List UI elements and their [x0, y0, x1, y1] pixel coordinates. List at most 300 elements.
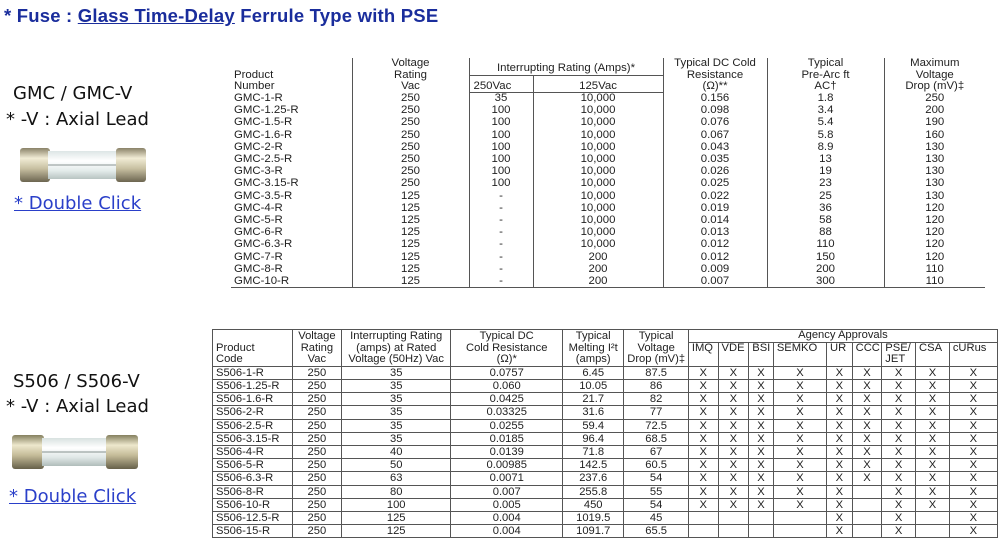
table-row — [231, 190, 985, 202]
table-cell: 250 — [292, 525, 341, 538]
table-cell: GMC-2-R — [234, 141, 283, 153]
col-header-voltage-drop: Typical Voltage Drop (mV)‡ — [624, 330, 688, 367]
approval-cell: X — [718, 366, 749, 379]
table-cell: 0.025 — [663, 178, 767, 190]
approval-cell: X — [827, 512, 853, 525]
agency-header: BSI — [749, 342, 774, 366]
table-cell: 150 — [767, 251, 884, 263]
table-cell: 10,000 — [533, 105, 663, 117]
table-cell: 0.043 — [663, 142, 767, 154]
table-cell: 0.03325 — [451, 406, 563, 419]
table-cell: S506-5-R — [213, 459, 293, 472]
approval-cell: X — [827, 459, 853, 472]
table-cell: 125 — [352, 202, 469, 214]
table-cell: S506-2.5-R — [213, 419, 293, 432]
approval-cell: X — [773, 459, 826, 472]
table-cell: 250 — [292, 366, 341, 379]
table-cell: S506-4-R — [213, 446, 293, 459]
gmc-double-click-link[interactable]: * Double Click — [14, 193, 142, 214]
approval-cell: X — [949, 512, 997, 525]
approval-cell: X — [852, 419, 882, 432]
approval-cell: X — [749, 419, 774, 432]
approval-cell: X — [773, 379, 826, 392]
approval-cell: X — [949, 472, 997, 485]
table-cell: 125 — [352, 227, 469, 239]
table-cell: 100 — [469, 166, 533, 178]
approval-cell: X — [949, 366, 997, 379]
table-cell: 125 — [341, 512, 451, 525]
approval-cell: X — [852, 406, 882, 419]
table-cell: S506-6.3-R — [213, 472, 293, 485]
approval-cell: X — [949, 379, 997, 392]
approval-cell — [773, 512, 826, 525]
table-cell: 35 — [341, 366, 451, 379]
table-cell: 250 — [352, 105, 469, 117]
table-row — [231, 105, 985, 117]
approval-cell: X — [718, 379, 749, 392]
table-cell: 0.019 — [663, 202, 767, 214]
table-cell: 3.4 — [767, 105, 884, 117]
table-cell: 1.8 — [767, 93, 884, 105]
table-cell: 100 — [469, 105, 533, 117]
table-cell: 35 — [341, 393, 451, 406]
approval-cell: X — [827, 432, 853, 445]
table-cell: 120 — [884, 202, 985, 214]
table-cell: GMC-8-R — [234, 263, 283, 275]
approval-cell: X — [718, 393, 749, 406]
table-cell: GMC-5-R — [234, 214, 283, 226]
table-cell: S506-10-R — [213, 498, 293, 511]
table-cell: GMC-2.5-R — [234, 153, 293, 166]
table-cell: 0.0139 — [451, 446, 563, 459]
table-cell: 71.8 — [563, 446, 624, 459]
table-cell: 21.7 — [563, 393, 624, 406]
approval-cell: X — [882, 379, 916, 392]
approval-cell — [916, 525, 950, 538]
table-cell: 142.5 — [563, 459, 624, 472]
table-cell: 250 — [352, 117, 469, 129]
approval-cell — [852, 498, 882, 511]
approval-cell: X — [773, 419, 826, 432]
table-cell: 110 — [767, 239, 884, 251]
table-cell: 96.4 — [563, 432, 624, 445]
approval-cell: X — [852, 366, 882, 379]
table-cell: 100 — [341, 498, 451, 511]
approval-cell: X — [852, 446, 882, 459]
table-cell: 130 — [884, 178, 985, 190]
approval-cell — [852, 525, 882, 538]
table-row — [231, 166, 985, 178]
col-header-voltage-rating: Voltage Rating Vac — [352, 58, 469, 93]
table-cell: 250 — [352, 93, 469, 105]
agency-header: VDE — [718, 342, 749, 366]
approval-cell: X — [916, 498, 950, 511]
approval-cell: X — [718, 406, 749, 419]
approval-cell: X — [882, 432, 916, 445]
table-cell: 23 — [767, 178, 884, 190]
table-cell: - — [469, 239, 533, 251]
approval-cell: X — [773, 498, 826, 511]
approval-cell: X — [852, 459, 882, 472]
col-header-125vac: 125Vac — [533, 75, 663, 93]
approval-cell: X — [882, 525, 916, 538]
table-cell: 450 — [563, 498, 624, 511]
approval-cell: X — [949, 485, 997, 498]
agency-header: SEMKO — [773, 342, 826, 366]
table-cell: GMC-10-R — [231, 276, 352, 288]
table-cell: 0.022 — [663, 190, 767, 202]
table-cell: 250 — [352, 154, 469, 166]
table-row — [213, 485, 998, 498]
table-cell: - — [469, 227, 533, 239]
table-cell: 19 — [767, 166, 884, 178]
table-cell: 10.05 — [563, 379, 624, 392]
table-cell: 200 — [533, 263, 663, 275]
col-header-product-number: Product Number — [234, 68, 275, 93]
col-header-dc-cold-resistance: Typical DC Cold Resistance (Ω)** — [663, 58, 767, 93]
approval-cell — [718, 512, 749, 525]
approval-cell: X — [827, 498, 853, 511]
table-cell: 10,000 — [533, 239, 663, 251]
approval-cell: X — [882, 485, 916, 498]
table-cell: 0.0185 — [451, 432, 563, 445]
table-cell: 10,000 — [533, 129, 663, 141]
table-cell: S506-12.5-R — [213, 512, 293, 525]
table-cell: 0.0071 — [451, 472, 563, 485]
table-cell: 54 — [624, 498, 688, 511]
table-cell: 250 — [884, 93, 985, 105]
table-cell: 250 — [292, 432, 341, 445]
table-cell: 0.060 — [451, 379, 563, 392]
approval-cell: X — [688, 446, 718, 459]
table-cell: 86 — [624, 379, 688, 392]
table-cell: 300 — [767, 276, 884, 288]
table-row — [231, 263, 985, 275]
approval-cell: X — [916, 485, 950, 498]
agency-header: PSE/ JET — [882, 342, 916, 366]
approval-cell: X — [749, 393, 774, 406]
table-cell: 10,000 — [533, 166, 663, 178]
table-row — [231, 142, 985, 154]
table-cell: GMC-3.15-R — [234, 178, 299, 190]
table-cell: 35 — [341, 406, 451, 419]
approval-cell: X — [949, 446, 997, 459]
approval-cell: X — [773, 485, 826, 498]
s506-product-name: S506 / S506-V — [13, 371, 140, 392]
table-cell: 55 — [624, 485, 688, 498]
table-cell: 60.5 — [624, 459, 688, 472]
approval-cell: X — [882, 459, 916, 472]
table-cell: - — [469, 202, 533, 214]
table-cell: 250 — [292, 446, 341, 459]
table-cell: S506-2-R — [213, 406, 293, 419]
table-cell: 0.098 — [663, 105, 767, 117]
table-cell: GMC-1-R — [234, 92, 283, 105]
table-cell: 0.005 — [451, 498, 563, 511]
table-row — [213, 525, 998, 538]
table-cell: GMC-1.5-R — [234, 117, 293, 129]
table-cell: 237.6 — [563, 472, 624, 485]
approval-cell: X — [773, 406, 826, 419]
table-cell: 250 — [352, 142, 469, 154]
table-cell: 250 — [292, 512, 341, 525]
approval-cell: X — [773, 393, 826, 406]
approval-cell: X — [916, 406, 950, 419]
table-cell: 0.013 — [663, 227, 767, 239]
table-cell: 1091.7 — [563, 525, 624, 538]
approval-cell: X — [773, 472, 826, 485]
table-cell: 0.014 — [663, 215, 767, 227]
table-cell: 100 — [469, 154, 533, 166]
table-cell: 0.004 — [451, 525, 563, 538]
table-cell: 10,000 — [533, 93, 663, 105]
approval-cell: X — [949, 419, 997, 432]
gmc-axial-note: * -V : Axial Lead — [6, 109, 149, 130]
approval-cell: X — [949, 406, 997, 419]
table-cell: GMC-6-R — [234, 226, 283, 239]
approval-cell: X — [749, 485, 774, 498]
table-cell: 125 — [352, 190, 469, 202]
table-cell: 45 — [624, 512, 688, 525]
table-cell: 100 — [469, 129, 533, 141]
approval-cell: X — [827, 472, 853, 485]
approval-cell: X — [949, 432, 997, 445]
table-cell: 100 — [469, 117, 533, 129]
approval-cell: X — [718, 472, 749, 485]
table-cell: 10,000 — [533, 154, 663, 166]
s506-double-click-link[interactable]: * Double Click — [9, 486, 137, 507]
table-row — [213, 432, 998, 445]
approval-cell: X — [916, 459, 950, 472]
approval-cell: X — [688, 406, 718, 419]
table-cell: GMC-3-R — [234, 165, 283, 178]
approval-cell — [718, 525, 749, 538]
table-cell: 200 — [533, 251, 663, 263]
table-cell: 200 — [533, 276, 663, 288]
table-cell: GMC-6.3-R — [234, 239, 293, 251]
table-cell: 125 — [341, 525, 451, 538]
table-cell: 200 — [884, 105, 985, 117]
table-cell: 200 — [767, 263, 884, 275]
table-cell: S506-1.25-R — [213, 379, 293, 392]
table-row — [231, 227, 985, 239]
table-cell: S506-3.15-R — [213, 432, 293, 445]
approval-cell: X — [827, 366, 853, 379]
approval-cell: X — [882, 393, 916, 406]
approval-cell: X — [852, 472, 882, 485]
table-cell: 35 — [341, 379, 451, 392]
col-header-dc-cold-resistance: Typical DC Cold Resistance (Ω)* — [451, 330, 563, 367]
table-cell: 25 — [767, 190, 884, 202]
approval-cell: X — [916, 446, 950, 459]
table-row — [213, 406, 998, 419]
table-row — [231, 117, 985, 129]
table-cell: 120 — [884, 227, 985, 239]
s506-spec-table — [212, 329, 998, 538]
table-cell: 31.6 — [563, 406, 624, 419]
approval-cell: X — [749, 406, 774, 419]
table-cell: 58 — [767, 215, 884, 227]
table-row — [231, 202, 985, 214]
table-cell: 80 — [341, 485, 451, 498]
approval-cell: X — [827, 446, 853, 459]
table-cell: 250 — [292, 379, 341, 392]
table-cell: 125 — [352, 239, 469, 251]
table-cell: 72.5 — [624, 419, 688, 432]
s506-axial-note: * -V : Axial Lead — [6, 396, 149, 417]
approval-cell: X — [852, 379, 882, 392]
table-cell: - — [469, 215, 533, 227]
table-cell: 0.012 — [663, 239, 767, 251]
table-cell: - — [469, 276, 533, 288]
approval-cell: X — [718, 432, 749, 445]
table-row — [231, 178, 985, 190]
table-cell: 63 — [341, 472, 451, 485]
glass-time-delay-link[interactable]: Glass Time-Delay — [77, 5, 235, 26]
table-cell: 10,000 — [533, 215, 663, 227]
approval-cell: X — [749, 366, 774, 379]
approval-cell: X — [688, 419, 718, 432]
table-cell: 100 — [469, 142, 533, 154]
table-cell: 0.007 — [451, 485, 563, 498]
approval-cell: X — [688, 472, 718, 485]
table-cell: 130 — [884, 166, 985, 178]
col-header-pre-arc: Typical Pre-Arc ft AC† — [767, 58, 884, 93]
title-prefix: * Fuse : — [4, 5, 78, 26]
table-cell: S506-15-R — [213, 525, 293, 538]
table-cell: GMC-3.5-R — [234, 190, 293, 202]
approval-cell: X — [882, 498, 916, 511]
approval-cell: X — [827, 393, 853, 406]
approval-cell: X — [688, 366, 718, 379]
approval-cell: X — [749, 379, 774, 392]
table-cell: 125 — [352, 276, 469, 288]
approval-cell: X — [916, 366, 950, 379]
table-cell: 0.026 — [663, 166, 767, 178]
approval-cell: X — [827, 419, 853, 432]
table-cell: 125 — [352, 251, 469, 263]
table-row — [231, 251, 985, 263]
table-cell: 35 — [341, 419, 451, 432]
table-cell: 5.4 — [767, 117, 884, 129]
approval-cell: X — [688, 485, 718, 498]
approval-cell: X — [688, 393, 718, 406]
table-cell: 54 — [624, 472, 688, 485]
table-cell: S506-1-R — [213, 366, 293, 379]
table-cell: 5.8 — [767, 129, 884, 141]
table-row — [213, 379, 998, 392]
table-row — [231, 276, 985, 288]
table-cell: 87.5 — [624, 366, 688, 379]
agency-header: CCC — [852, 342, 882, 366]
approval-cell: X — [718, 446, 749, 459]
table-row — [213, 498, 998, 511]
table-cell: 100 — [469, 178, 533, 190]
table-cell: 120 — [884, 251, 985, 263]
table-cell: 0.00985 — [451, 459, 563, 472]
table-cell: 50 — [341, 459, 451, 472]
approval-cell: X — [749, 498, 774, 511]
approval-cell — [749, 525, 774, 538]
table-row — [231, 154, 985, 166]
table-cell: 10,000 — [533, 117, 663, 129]
table-cell: 125 — [352, 215, 469, 227]
table-cell: 160 — [884, 129, 985, 141]
table-cell: 35 — [469, 93, 533, 105]
agency-header: UR — [827, 342, 853, 366]
approval-cell: X — [749, 472, 774, 485]
table-cell: 250 — [292, 406, 341, 419]
table-cell: 250 — [292, 485, 341, 498]
table-cell: 0.067 — [663, 129, 767, 141]
approval-cell — [749, 512, 774, 525]
approval-cell — [916, 512, 950, 525]
approval-cell: X — [773, 366, 826, 379]
table-row — [231, 129, 985, 141]
table-row — [231, 215, 985, 227]
approval-cell: X — [882, 446, 916, 459]
table-cell: 250 — [352, 166, 469, 178]
approval-cell: X — [718, 459, 749, 472]
table-cell: 0.007 — [663, 276, 767, 288]
approval-cell: X — [827, 406, 853, 419]
approval-cell: X — [718, 485, 749, 498]
table-cell: - — [469, 251, 533, 263]
approval-cell — [773, 525, 826, 538]
col-header-interrupting-rating: Interrupting Rating (Amps)* — [469, 58, 663, 75]
gmc-fuse-image — [18, 143, 148, 188]
table-cell: 10,000 — [533, 190, 663, 202]
approval-cell: X — [916, 379, 950, 392]
table-cell: 0.012 — [663, 251, 767, 263]
table-cell: 120 — [884, 215, 985, 227]
table-row — [231, 93, 985, 105]
table-cell: 250 — [292, 498, 341, 511]
approval-cell: X — [718, 498, 749, 511]
approval-cell: X — [773, 446, 826, 459]
table-cell: 130 — [884, 154, 985, 166]
table-cell: 0.076 — [663, 117, 767, 129]
gmc-spec-table — [231, 58, 985, 288]
table-cell: 0.004 — [451, 512, 563, 525]
col-header-250vac: 250Vac — [469, 75, 533, 93]
col-header-agency-approvals: Agency Approvals — [688, 330, 997, 343]
table-cell: 190 — [884, 117, 985, 129]
gmc-product-name: GMC / GMC-V — [13, 83, 133, 104]
table-cell: 65.5 — [624, 525, 688, 538]
table-cell: 0.0757 — [451, 366, 563, 379]
approval-cell: X — [852, 393, 882, 406]
approval-cell: X — [949, 498, 997, 511]
s506-fuse-image — [10, 430, 140, 475]
table-cell: 0.0255 — [451, 419, 563, 432]
table-row — [213, 446, 998, 459]
table-row — [213, 459, 998, 472]
table-cell: 77 — [624, 406, 688, 419]
table-cell: 250 — [292, 393, 341, 406]
approval-cell: X — [773, 432, 826, 445]
approval-cell: X — [882, 366, 916, 379]
agency-header: CSA — [916, 342, 950, 366]
approval-cell: X — [916, 432, 950, 445]
approval-cell: X — [718, 419, 749, 432]
approval-cell: X — [882, 406, 916, 419]
table-cell: - — [469, 263, 533, 275]
approval-cell: X — [827, 485, 853, 498]
table-cell: 250 — [292, 472, 341, 485]
table-row — [213, 512, 998, 525]
table-cell: 10,000 — [533, 227, 663, 239]
